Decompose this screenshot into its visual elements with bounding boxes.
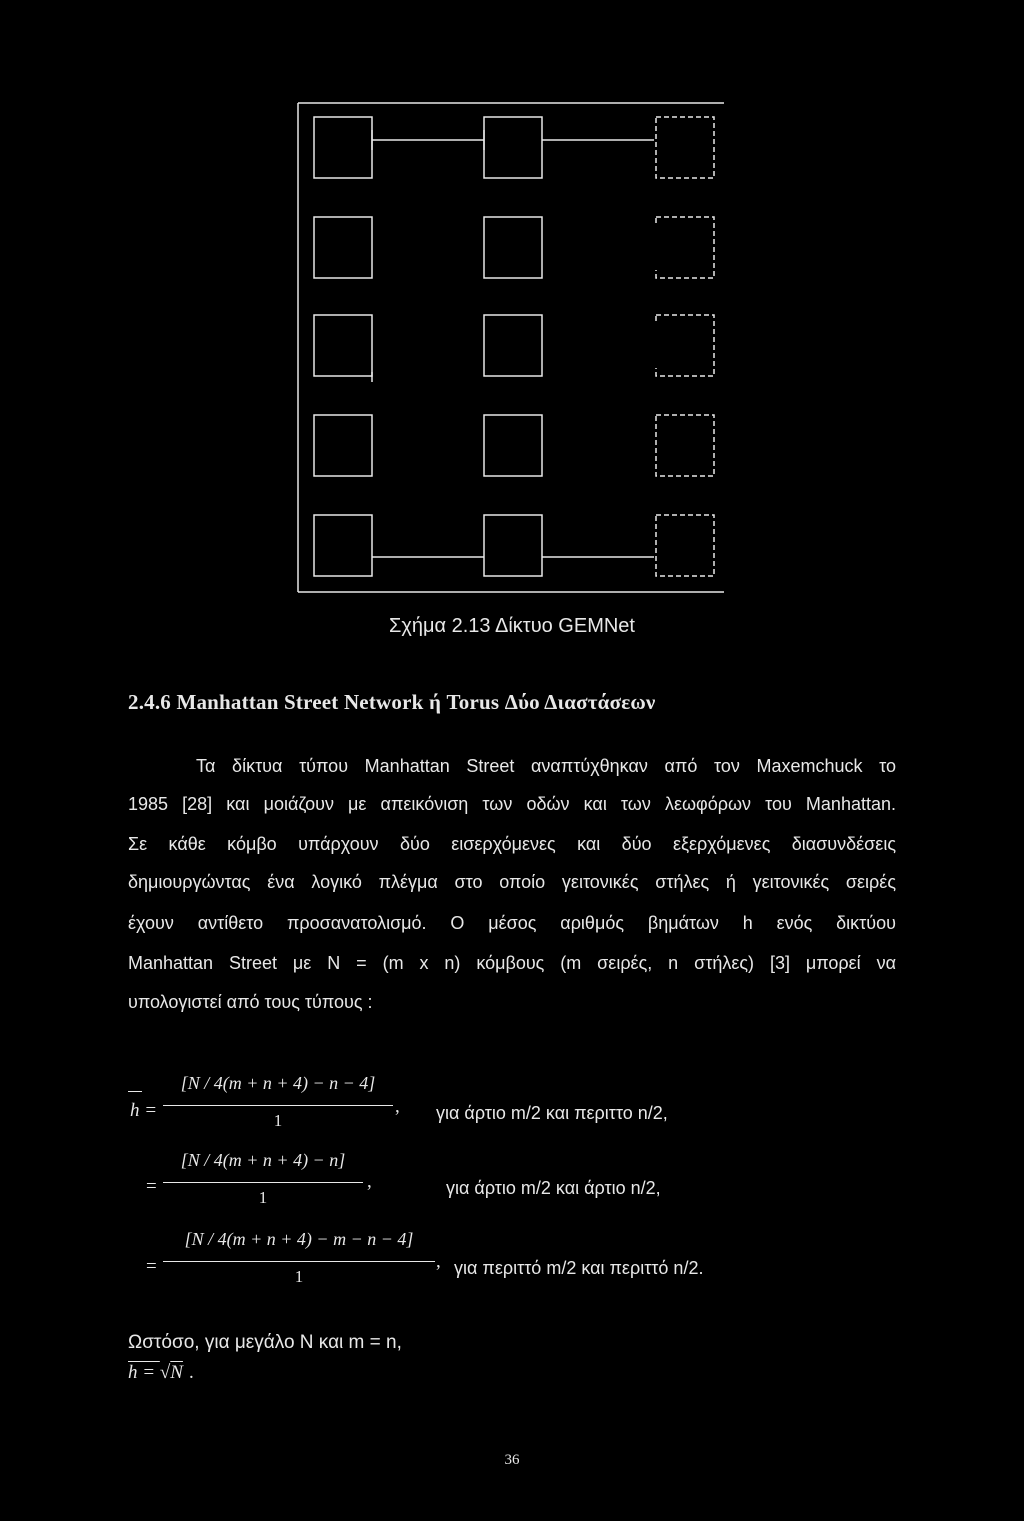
- overline-bar: [128, 1091, 142, 1092]
- node: [484, 315, 542, 376]
- virtual-node: [656, 217, 714, 278]
- formula-comma: ,: [395, 1096, 400, 1117]
- section-heading: 2.4.6 Manhattan Street Network ή Torus Δύο Διαστάσεων: [128, 690, 656, 714]
- closing-lhs: h =: [128, 1362, 160, 1383]
- closing-formula: [128, 1362, 194, 1384]
- node: [314, 515, 372, 576]
- node: [484, 515, 542, 576]
- formula-denominator: 1: [273, 1111, 283, 1130]
- formula-comma: ,: [436, 1251, 441, 1272]
- node: [314, 315, 372, 376]
- page-number: 36: [504, 1452, 520, 1468]
- node: [484, 415, 542, 476]
- virtual-node: [656, 315, 714, 376]
- node: [314, 415, 372, 476]
- formula-lhs: =: [146, 1176, 157, 1197]
- node: [484, 117, 542, 178]
- gemnet-diagram: [0, 0, 1024, 600]
- virtual-node: [656, 415, 714, 476]
- body-line: υπολογιστεί από τους τύπους :: [128, 992, 373, 1012]
- sqrt-symbol: √: [159, 1362, 171, 1383]
- fraction-bar: [163, 1105, 393, 1106]
- formula-lhs: h =: [130, 1100, 158, 1121]
- fraction-bar: [163, 1182, 363, 1183]
- body-line: έχουν αντίθετο προσανατολισμό. Ο μέσος αριθμός βημάτων h ενός δικτύου: [128, 913, 896, 933]
- figure-caption: Σχήμα 2.13 Δίκτυο GEMNet: [388, 615, 635, 637]
- virtual-node: [656, 117, 714, 178]
- virtual-node: [656, 515, 714, 576]
- formula-denominator: 1: [258, 1188, 268, 1207]
- formula-lhs: =: [146, 1256, 157, 1277]
- formula-numerator: [N / 4(m + n + 4) − n]: [180, 1150, 346, 1170]
- formula-comma: ,: [367, 1171, 372, 1192]
- formula-numerator: [N / 4(m + n + 4) − m − n − 4]: [184, 1229, 414, 1249]
- body-line: Σε κάθε κόμβο υπάρχουν δύο εισερχόμενες και δύο εξερχόμενες διασυνδέσεις: [128, 834, 896, 854]
- formula-condition: για άρτιο m/2 και περιττο n/2,: [436, 1103, 668, 1123]
- formula-numerator: [N / 4(m + n + 4) − n − 4]: [180, 1073, 376, 1093]
- node: [484, 217, 542, 278]
- formula-denominator: 1: [294, 1267, 304, 1286]
- body-line: Τα δίκτυα τύπου Manhattan Street αναπτύχθηκαν από τον Maxemchuck το: [196, 756, 896, 776]
- body-line: Manhattan Street με N = (m x n) κόμβους (m σειρές, n στήλες) [3] μπορεί να: [128, 953, 896, 973]
- closing-line: Ωστόσο, για μεγάλο N και m = n,: [128, 1332, 402, 1353]
- node: [314, 117, 372, 178]
- closing-N: N: [170, 1362, 183, 1383]
- closing-period: .: [188, 1362, 194, 1383]
- formula-condition: για άρτιο m/2 και άρτιο n/2,: [446, 1178, 661, 1198]
- body-line: 1985 [28] και μοιάζουν με απεικόνιση των οδών και των λεωφόρων του Manhattan.: [128, 794, 896, 814]
- fraction-bar: [163, 1261, 435, 1262]
- body-line: δημιουργώντας ένα λογικό πλέγμα στο οποίο γειτονικές στήλες ή γειτονικές σειρές: [128, 872, 896, 892]
- node: [314, 217, 372, 278]
- formula-condition: για περιττό m/2 και περιττό n/2.: [454, 1258, 704, 1278]
